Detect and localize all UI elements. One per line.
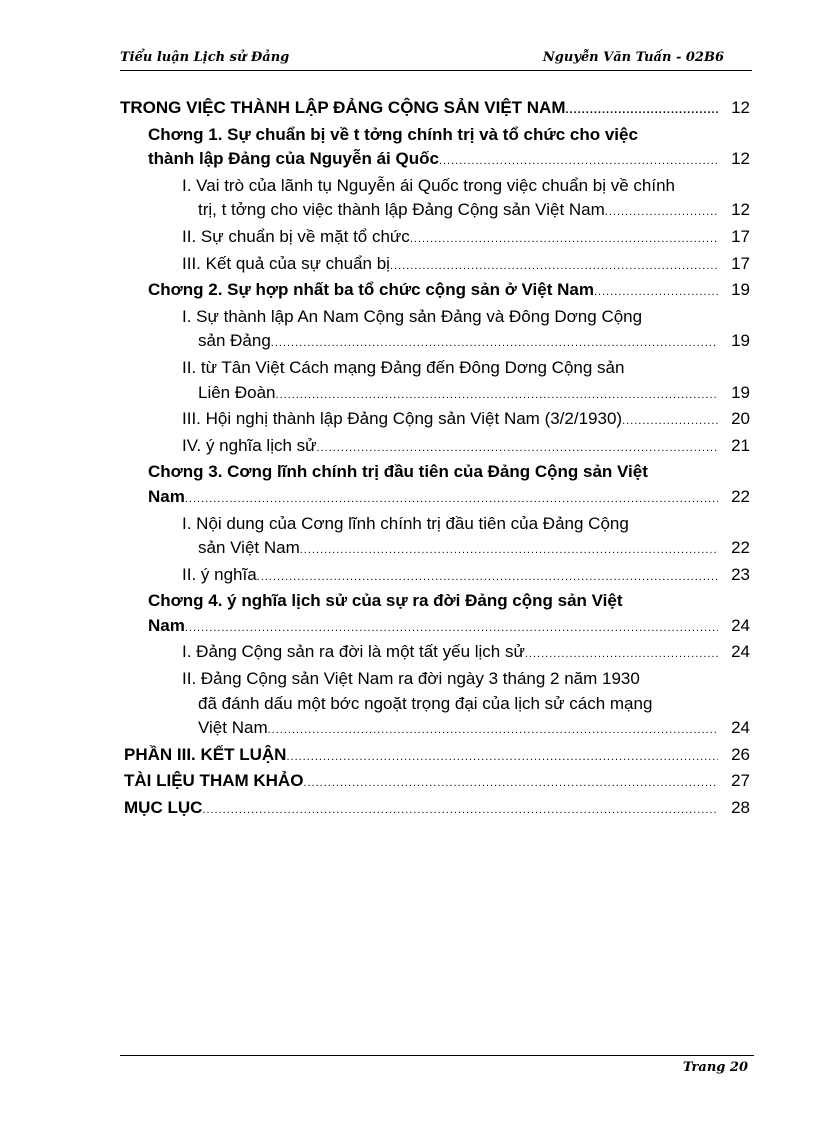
toc-entry-page: 17 — [731, 226, 750, 246]
toc-entry-title: III. Hội nghị thành lập Đảng Cộng sản Việt Nam (3/2/1930) — [182, 409, 623, 429]
toc-entry-page: 24 — [731, 642, 750, 662]
toc-entry — [120, 536, 750, 563]
toc-entry — [120, 252, 750, 279]
toc-entry — [120, 147, 750, 174]
toc-leader-dots — [390, 254, 718, 279]
toc-entry-page: 24 — [731, 718, 750, 738]
toc-entry — [120, 434, 750, 461]
toc-entry — [120, 743, 750, 770]
toc-entry-line: II. từ Tân Việt Cách mạng Đảng đến Đông Dơng Cộng sản — [182, 357, 625, 377]
toc-entry — [120, 769, 750, 796]
toc-entry-title: II. ý nghĩa — [182, 564, 257, 584]
toc-leader-dots — [185, 616, 718, 641]
toc-entry-title: trị, t tởng cho việc thành lập Đảng Cộng sản Việt Nam — [198, 200, 605, 220]
toc-entry-title: MỤC LỤC — [124, 798, 203, 818]
toc-entry-title: PHẦN III. KẾT LUẬN — [124, 744, 287, 764]
toc-entry-page: 19 — [731, 280, 750, 300]
toc-leader-dots — [565, 98, 718, 123]
toc-entry-line: I. Nội dung của Cơng lĩnh chính trị đầu tiên của Đảng Cộng — [182, 513, 629, 533]
toc-entry — [120, 198, 750, 225]
toc-entry — [120, 563, 750, 590]
toc-entry-page: 12 — [731, 98, 750, 117]
toc-entry-line: Chơng 3. Cơng lĩnh chính trị đầu tiên của Đảng Cộng sản Việt — [148, 462, 648, 482]
toc-entry-title: III. Kết quả của sự chuẩn bị — [182, 253, 390, 273]
toc-entry-page: 20 — [731, 409, 750, 429]
toc-entry-title: Nam — [148, 615, 185, 635]
toc-entry-page: 22 — [731, 538, 750, 558]
toc-entry-title: IV. ý nghĩa lịch sử — [182, 435, 317, 455]
toc-leader-dots — [622, 409, 718, 434]
toc-leader-dots — [271, 331, 718, 356]
header-author: Nguyễn Văn Tuấn - 02B6 — [542, 50, 724, 65]
toc-entry-title: Chơng 2. Sự hợp nhất ba tổ chức cộng sản ở Việt Nam — [148, 280, 594, 300]
toc-entry — [120, 96, 750, 123]
toc-entry-line: II. Đảng Cộng sản Việt Nam ra đời ngày 3 tháng 2 năm 1930 — [182, 669, 640, 689]
toc-entry-page: 26 — [731, 744, 750, 764]
toc-entry-line: Chơng 1. Sự chuẩn bị về t tởng chính trị và tổ chức cho việc — [148, 124, 638, 144]
header-title: Tiểu luận Lịch sử Đảng — [120, 50, 290, 65]
toc-entry-page: 21 — [731, 435, 750, 455]
footer-divider — [120, 1055, 754, 1056]
toc-entry-page: 19 — [731, 382, 750, 402]
toc-entry-title: TRONG VIỆC THÀNH LẬP ĐẢNG CỘNG SẢN VIỆT NAM — [120, 98, 566, 117]
toc-entry — [120, 614, 750, 641]
toc-leader-dots — [268, 718, 718, 743]
toc-entry — [120, 381, 750, 408]
toc-leader-dots — [257, 565, 718, 590]
toc-entry — [120, 485, 750, 512]
toc-entry-page: 27 — [731, 771, 750, 791]
toc-entry-title: sản Đảng — [198, 331, 271, 351]
toc-entry-title: II. Sự chuẩn bị về mặt tổ chức — [182, 226, 410, 246]
toc-entry-title: Liên Đoàn — [198, 382, 276, 402]
toc-leader-dots — [525, 642, 718, 667]
toc-leader-dots — [185, 487, 718, 512]
toc-entry — [120, 278, 750, 305]
toc-entry — [120, 640, 750, 667]
toc-entry — [120, 329, 750, 356]
toc-entry-title: thành lập Đảng của Nguyễn ái Quốc — [148, 149, 439, 169]
page-header — [120, 48, 752, 71]
toc-entry — [120, 407, 750, 434]
table-of-contents — [120, 96, 750, 823]
toc-leader-dots — [605, 200, 718, 225]
toc-entry — [120, 225, 750, 252]
toc-entry-line: đã đánh dấu một bớc ngoặt trọng đại của lịch sử cách mạng — [198, 693, 653, 713]
toc-leader-dots — [300, 538, 718, 563]
toc-leader-dots — [439, 149, 718, 174]
toc-leader-dots — [286, 745, 718, 770]
toc-leader-dots — [317, 436, 718, 461]
page-number: Trang 20 — [682, 1060, 748, 1075]
toc-entry-line: Chơng 4. ý nghĩa lịch sử của sự ra đời Đảng cộng sản Việt — [148, 591, 623, 611]
toc-leader-dots — [410, 227, 718, 252]
toc-entry — [120, 716, 750, 743]
toc-entry — [120, 796, 750, 823]
toc-entry-page: 23 — [731, 564, 750, 584]
toc-entry-title: Nam — [148, 486, 185, 506]
toc-leader-dots — [594, 280, 718, 305]
toc-entry-page: 12 — [731, 149, 750, 169]
toc-entry-title: TÀI LIỆU THAM KHẢO — [124, 771, 304, 791]
toc-leader-dots — [303, 771, 718, 796]
toc-entry-page: 12 — [731, 200, 750, 220]
toc-entry-page: 19 — [731, 331, 750, 351]
toc-leader-dots — [276, 383, 718, 408]
toc-entry-page: 28 — [731, 798, 750, 818]
toc-entry-line: I. Vai trò của lãnh tụ Nguyễn ái Quốc trong việc chuẩn bị về chính — [182, 175, 675, 195]
toc-entry-page: 17 — [731, 253, 750, 273]
toc-entry-page: 22 — [731, 486, 750, 506]
toc-entry-title: Việt Nam — [198, 718, 268, 738]
toc-leader-dots — [202, 798, 718, 823]
toc-entry-title: I. Đảng Cộng sản ra đời là một tất yếu lịch sử — [182, 642, 525, 662]
toc-entry-title: sản Việt Nam — [198, 538, 300, 558]
toc-entry-line: I. Sự thành lập An Nam Cộng sản Đảng và Đông Dơng Cộng — [182, 306, 643, 326]
toc-entry-page: 24 — [731, 615, 750, 635]
